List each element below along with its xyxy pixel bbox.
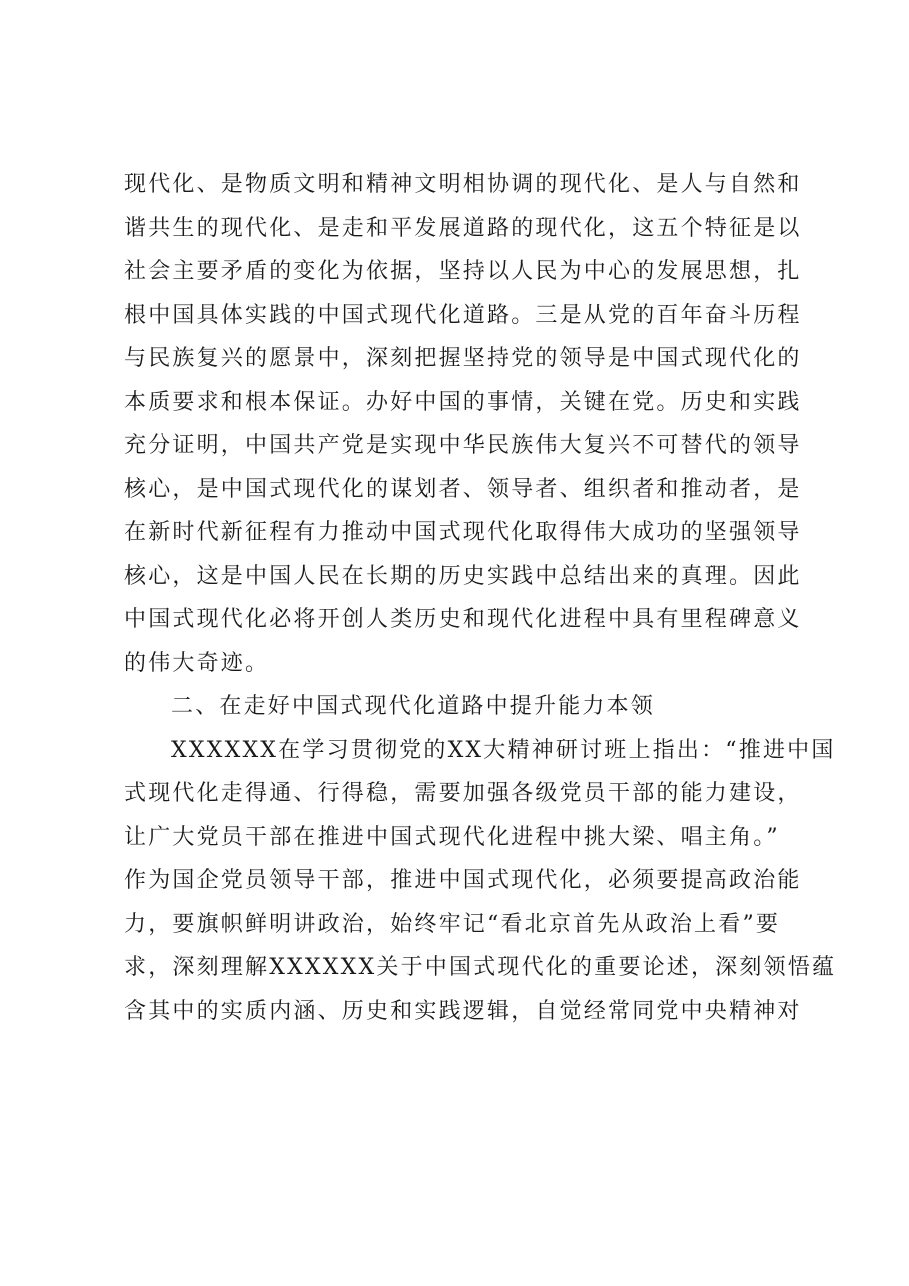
text-line: 中国式现代化必将开创人类历史和现代化进程中具有里程碑意义 [124, 607, 802, 632]
text-line: 让广大党员干部在推进中国式现代化进程中挑大梁、唱主角。” [124, 824, 780, 850]
paragraph-2 [124, 729, 837, 1034]
text-line: 作为国企党员领导干部，推进中国式现代化，必须要提高政治能 [124, 868, 802, 893]
text-line: 与民族复兴的愿景中，深刻把握坚持党的领导是中国式现代化的 [124, 346, 802, 371]
text-line: 谐共生的现代化、是走和平发展道路的现代化，这五个特征是以 [124, 215, 802, 241]
paragraph-continued [124, 163, 810, 685]
text-line: 核心，是中国式现代化的谋划者、领导者、组织者和推动者，是 [124, 476, 802, 502]
text-line: 求，深刻理解XXXXXX关于中国式现代化的重要论述，深刻领悟蕴 [124, 955, 837, 980]
text-line: 核心，这是中国人民在长期的历史实践中总结出来的真理。因此 [124, 563, 802, 589]
document-body [124, 163, 837, 1033]
text-line: 含其中的实质内涵、历史和实践逻辑，自觉经常同党中央精神对 [124, 998, 802, 1024]
section-heading-block [124, 685, 810, 729]
text-line: 现代化、是物质文明和精神文明相协调的现代化、是人与自然和 [124, 172, 802, 197]
text-line: XXXXXX在学习贯彻党的XX大精神研讨班上指出：“推进中国 [171, 737, 836, 763]
text-line: 充分证明，中国共产党是实现中华民族伟大复兴不可替代的领导 [124, 433, 802, 458]
text-line: 本质要求和根本保证。办好中国的事情，关键在党。历史和实践 [124, 389, 802, 415]
section-heading: 二、在走好中国式现代化道路中提升能力本领 [171, 694, 656, 719]
text-line: 社会主要矛盾的变化为依据，坚持以人民为中心的发展思想，扎 [124, 259, 802, 284]
text-line: 的伟大奇迹。 [124, 650, 270, 676]
text-line: 根中国具体实践的中国式现代化道路。三是从党的百年奋斗历程 [124, 302, 802, 328]
text-line: 力，要旗帜鲜明讲政治，始终牢记“看北京首先从政治上看”要 [124, 911, 781, 937]
text-line: 式现代化走得通、行得稳，需要加强各级党员干部的能力建设， [124, 781, 802, 806]
text-line: 在新时代新征程有力推动中国式现代化取得伟大成功的坚强领导 [124, 520, 802, 545]
